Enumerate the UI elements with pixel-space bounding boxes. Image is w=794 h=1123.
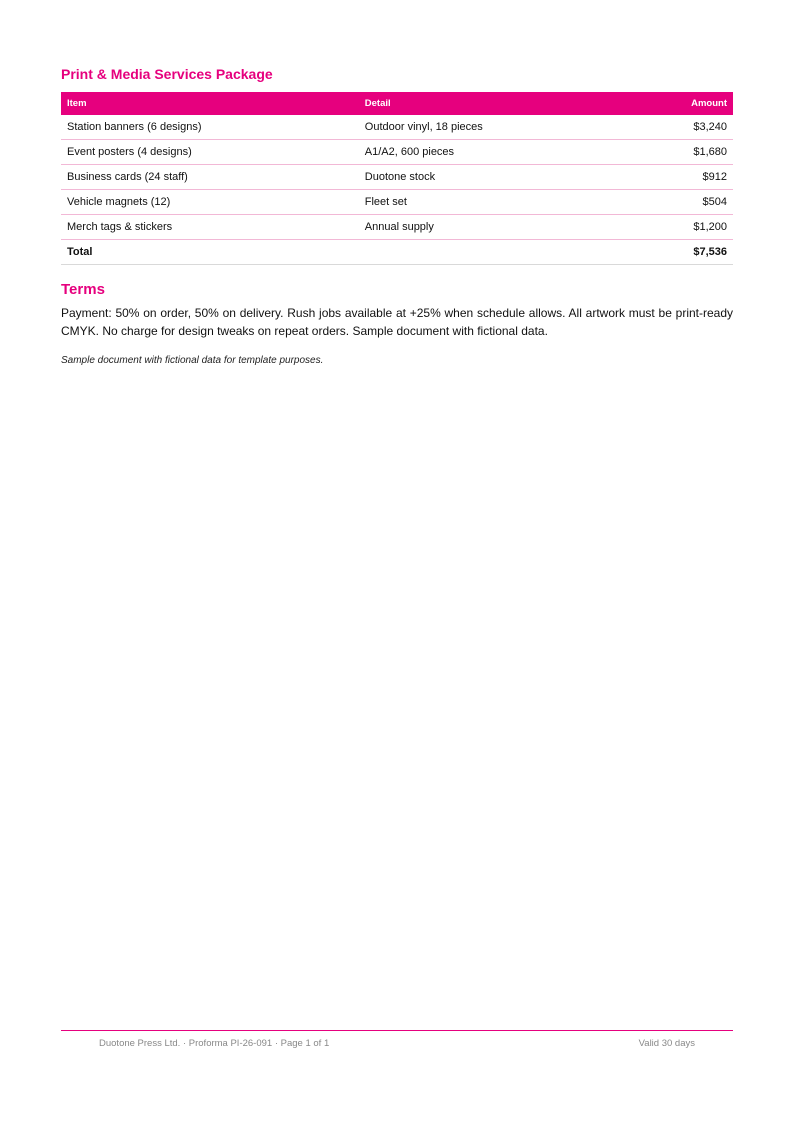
column-header-detail: Detail <box>359 92 609 115</box>
total-amount: $7,536 <box>609 240 733 265</box>
row-item: Merch tags & stickers <box>61 215 359 240</box>
sample-note: Sample document with fictional data for template purposes. <box>61 355 324 366</box>
services-table <box>61 92 733 265</box>
table-row <box>61 190 733 215</box>
row-item: Station banners (6 designs) <box>61 115 359 140</box>
total-label: Total <box>61 240 359 265</box>
terms-text: Payment: 50% on order, 50% on delivery. Rush jobs available at +25% when schedule allows. All artwork must be print-ready CMYK. No charge for design tweaks on repeat orders. Sample document with fictional data. <box>61 306 733 338</box>
row-amount: $912 <box>609 165 733 190</box>
row-detail: Fleet set <box>359 190 609 215</box>
total-spacer <box>359 240 609 265</box>
row-detail: Annual supply <box>359 215 609 240</box>
table-header-row <box>61 92 733 115</box>
row-item: Business cards (24 staff) <box>61 165 359 190</box>
footer-document-info: Duotone Press Ltd. · Proforma PI-26-091 · Page 1 of 1 <box>99 1038 330 1049</box>
row-item: Event posters (4 designs) <box>61 140 359 165</box>
footer-validity: Valid 30 days <box>638 1038 695 1049</box>
terms-title: Terms <box>61 281 105 298</box>
row-detail: Outdoor vinyl, 18 pieces <box>359 115 609 140</box>
column-header-amount: Amount <box>609 92 733 115</box>
row-detail: Duotone stock <box>359 165 609 190</box>
table-row <box>61 140 733 165</box>
row-amount: $504 <box>609 190 733 215</box>
section-title: Print & Media Services Package <box>61 66 273 82</box>
column-header-item: Item <box>61 92 359 115</box>
row-item: Vehicle magnets (12) <box>61 190 359 215</box>
table-row <box>61 165 733 190</box>
footer-divider <box>61 1030 733 1031</box>
row-amount: $1,680 <box>609 140 733 165</box>
row-amount: $3,240 <box>609 115 733 140</box>
table-row <box>61 115 733 140</box>
table-row <box>61 215 733 240</box>
row-detail: A1/A2, 600 pieces <box>359 140 609 165</box>
total-row <box>61 240 733 265</box>
row-amount: $1,200 <box>609 215 733 240</box>
